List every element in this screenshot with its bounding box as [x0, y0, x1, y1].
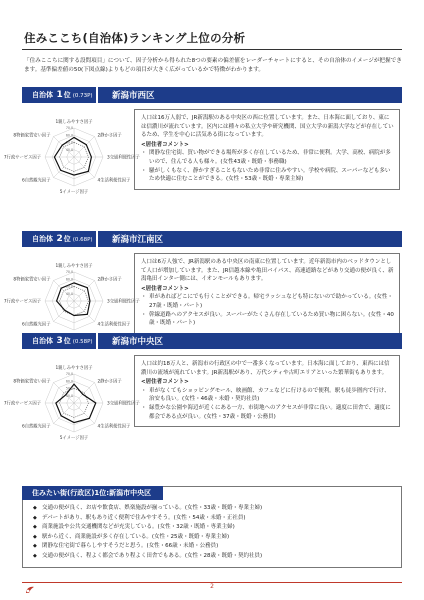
- ranking-description-box: [134, 355, 400, 427]
- rank-score: (0.68P): [72, 237, 93, 243]
- intro-paragraph: 「住みここちに関する設問項目」について、因子分析から得られた8つの要素の偏差値をレーダーチャートにすると、その自治体のイメージが把握できます。基準偏差値の50(下図点線)よりもどの項目が大きく広がっているかで特徴がわかります。: [24, 58, 402, 73]
- radar-axis-label: 7行政サービス因子: [3, 401, 41, 407]
- resident-comment: ・ 幹線道路へのアクセスが良い。スーパーがたくさん存在しているため買い物に困らない。(女性・40歳・既婚・パート): [141, 311, 394, 328]
- ranking-description-box: [134, 109, 400, 190]
- radar-axis-label: 1親しみやすさ因子: [55, 264, 93, 269]
- radar-axis-label: 5イメージ因子: [59, 190, 89, 195]
- list-item: ◆ 交通の便が良く、お店や飲食店、娯楽施設が揃っている。(女性・33歳・既婚・専業主婦): [33, 504, 262, 514]
- radar-series-line: [57, 283, 90, 316]
- ranking-header: [22, 333, 402, 349]
- radar-axis-label: 1親しみやすさ因子: [55, 120, 93, 125]
- radar-axis-label: 4生活利便性因子: [97, 424, 131, 430]
- rank-unit: 位: [63, 337, 71, 345]
- radar-axis-label: 2静かさ因子: [97, 379, 122, 385]
- resident-comment: ・ 緑豊かな公園や海辺が近くにある一方、市街地へのアクセスが非常に良い。適度に田舎で、適度に都会である点が良い。(女性・37歳・既婚・公務員): [141, 404, 394, 421]
- rank-unit: 位: [63, 91, 71, 99]
- radar-tick-label: 50.0: [65, 386, 73, 391]
- radar-chart: [3, 351, 140, 455]
- preferred-city-box: [22, 486, 402, 568]
- page-number: 2: [210, 583, 214, 590]
- ranking-description-box: [134, 253, 400, 334]
- list-item: ◆ 駅から近く、商業施設が多く存在している。(女性・25歳・既婚・専業主婦): [33, 533, 262, 543]
- rank-number: 2: [56, 234, 63, 244]
- radar-axis-label: 3交通利便性因子: [107, 155, 140, 161]
- ranking-block: [3, 231, 402, 328]
- rank-score: (0.58P): [72, 339, 93, 345]
- list-item: ◆ 商業施設や公共交通機関などが充実している。(女性・32歳・既婚・専業主婦): [33, 523, 262, 533]
- rank-word: 自治体: [32, 337, 53, 345]
- radar-axis-label: 6自然観光因子: [21, 424, 51, 430]
- radar-tick-label: 60.0: [65, 133, 73, 138]
- radar-svg: [3, 351, 140, 455]
- radar-axis-label: 2静かさ因子: [97, 133, 122, 139]
- ranking-block: [3, 87, 402, 195]
- resident-comment-heading: <居住者コメント>: [141, 379, 189, 386]
- ranking-description: 人口は約18万人と、新潟市の行政区の中で一番多くなっています。日本海に面しており、東西には信濃川の流域が流れています。JR新潟駅があり、万代シティや古町エリアといった繁華街もあります。: [141, 361, 390, 376]
- rank-number: 3: [56, 336, 63, 346]
- ranking-label: [22, 90, 96, 100]
- radar-tick-label: 60.0: [65, 379, 73, 384]
- radar-axis-label: 6自然観光因子: [21, 322, 51, 328]
- resident-comment-heading: <居住者コメント>: [141, 285, 189, 292]
- ranking-city-name: 新潟市西区: [96, 87, 402, 103]
- resident-comment: ・ 車がなくてもショッピングモール、映画館、カフェなどに行けるので便利。駅も徒歩圏内で行け、治安も良い。(女性・46歳・未婚・契約社員): [141, 387, 394, 404]
- radar-axis-label: 8物価家賃安い因子: [13, 379, 51, 385]
- ranking-header: [22, 231, 402, 247]
- ranking-city-name: 新潟市中央区: [96, 333, 402, 349]
- radar-axis-label: 1親しみやすさ因子: [55, 366, 93, 371]
- list-item: ◆ 閑静な住宅街で暮らしやすそうだと思う。(女性・66歳・未婚・公務員): [33, 542, 262, 552]
- ranking-city-name: 新潟市江南区: [96, 231, 402, 247]
- list-item: ◆ 交通の便が良く、程よく都会であり程よく田舎でもある。(女性・28歳・既婚・契約社員): [33, 552, 262, 562]
- preferred-city-heading: 住みたい街(行政区)1位:新潟市中央区: [22, 486, 163, 500]
- ranking-description: 人口は6万人強で、JR新潟駅のある中央区の南東に位置しています。近年新潟市内のベッドタウンとして人口が増加しています。また、JR信越本線や亀田バイパス、高速道路などがあり交通の便が良く、新潟亀田インター側には、イオンモールもあります。: [141, 259, 394, 283]
- radar-axis-label: 6自然観光因子: [21, 178, 51, 184]
- radar-axis-label: 7行政サービス因子: [3, 155, 41, 161]
- radar-axis-label: 8物価家賃安い因子: [13, 277, 51, 283]
- resident-comment: ・ 騒がしくもなく、静かすぎることもないため非常に住みやすい。学校や病院、スーパーなども多いため快適に住むことができる。(女性・53歳・既婚・専業主婦): [141, 167, 394, 184]
- radar-axis-label: 2静かさ因子: [97, 277, 122, 283]
- title-divider: [22, 49, 402, 50]
- radar-axis-label: 8物価家賃安い因子: [13, 133, 51, 139]
- resident-comment: ・ 関静な住宅街、買い物ができる場所が多く存在しているため、非常に便利。大学、高校、病院が多いので、住んでる人も様々。(女性43歳・既婚・事務職): [141, 149, 394, 166]
- radar-tick-label: 40.0: [65, 291, 73, 296]
- radar-axis-label: 4生活利便性因子: [97, 178, 131, 184]
- resident-comment-heading: <居住者コメント>: [141, 141, 189, 148]
- radar-axis-label: 4生活利便性因子: [97, 322, 131, 328]
- list-item: ◆ デパートがあり、駅もあり近く便利で住みやすそう。(女性・54歳・未婚・正社員): [33, 514, 262, 524]
- radar-axis-label: 7行政サービス因子: [3, 299, 41, 305]
- radar-axis-label: 3交通利便性因子: [107, 401, 140, 407]
- ranking-header: [22, 87, 402, 103]
- radar-tick-label: 40.0: [65, 147, 73, 152]
- ranking-label: [22, 336, 96, 346]
- ranking-label: [22, 234, 96, 244]
- radar-tick-label: 50.0: [65, 140, 73, 145]
- rank-word: 自治体: [32, 91, 53, 99]
- preferred-city-list: [33, 504, 262, 562]
- ranking-description: 人口は16万人弱で、JR新潟駅のある中央区の西に位置しています。また、日本海に面しており、東には信濃川が流れています。区内には種々の私立大学や研究機関、国立大学の新潟大学などが存在しているため、学生を中心に活気ある街になっています。: [141, 115, 394, 139]
- rank-unit: 位: [63, 235, 71, 243]
- rank-word: 自治体: [32, 235, 53, 243]
- radar-chart: [3, 105, 140, 209]
- rank-score: (0.73P): [72, 93, 93, 99]
- radar-axis-label: 3交通利便性因子: [107, 299, 140, 305]
- radar-tick-label: 50.0: [65, 284, 73, 289]
- radar-tick-label: 70.0: [65, 270, 73, 274]
- radar-tick-label: 70.0: [65, 126, 73, 130]
- resident-comment: ・ 車があればどこにでも行くことができる。帰宅ラッシュなども特にないので助かっている。(女性・27歳・既婚・パート): [141, 293, 394, 310]
- ranking-block: [3, 333, 402, 441]
- rank-number: 1: [56, 90, 63, 100]
- radar-tick-label: 60.0: [65, 277, 73, 282]
- radar-tick-label: 40.0: [65, 393, 73, 398]
- page-title: 住みここち(自治体)ランキング上位の分析: [24, 31, 246, 45]
- radar-svg: [3, 105, 140, 209]
- radar-axis-label: 5イメージ因子: [59, 436, 89, 441]
- radar-tick-label: 70.0: [65, 372, 73, 376]
